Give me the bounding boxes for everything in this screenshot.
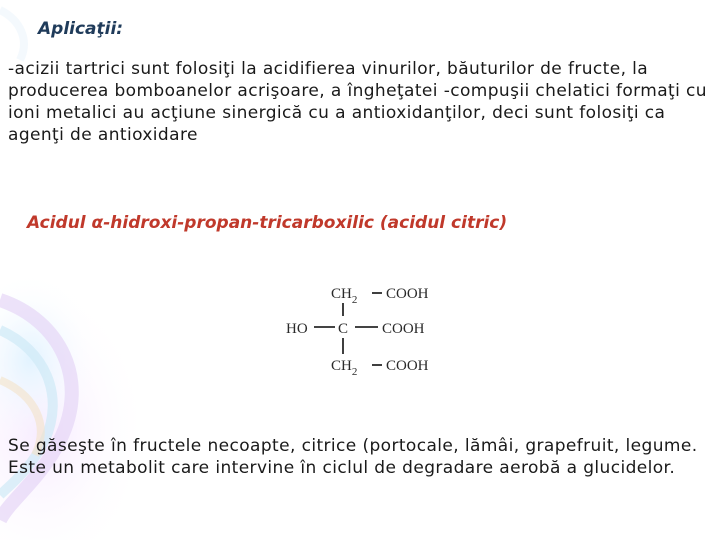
formula-ho: HO (286, 321, 308, 337)
formula-carbon: C (338, 321, 349, 337)
formula-cooh-mid: COOH (382, 321, 425, 337)
section-heading: Aplicaţii: (38, 19, 124, 39)
formula-cooh-top: COOH (386, 286, 429, 302)
citric-acid-title: Acidul α-hidroxi-propan-tricarboxilic (acidul citric) (27, 213, 508, 233)
formula-ch2-top: $CH_2$ (331, 286, 358, 306)
occurrence-paragraph: Se găseşte în fructele necoapte, citrice (portocale, lămâi, grapefruit, legume. Este un metabolit care intervine în ciclul de degradare aerobă a glucidelor. (8, 436, 698, 478)
formula-ch2-bottom: $CH_2$ (331, 358, 358, 378)
citric-acid-structural-formula (280, 278, 460, 378)
applications-paragraph: -acizii tartrici sunt folosiţi la acidifierea vinurilor, băuturilor de fructe, la producerea bomboanelor acrişoare, a îngheţatei -compuşii chelatici formaţi cu ioni metalici au acţiune sinergică cu a antioxidanţilor, deci sunt folosiţi ca agenţi de antioxidare (8, 59, 707, 145)
formula-cooh-bottom: COOH (386, 358, 429, 374)
